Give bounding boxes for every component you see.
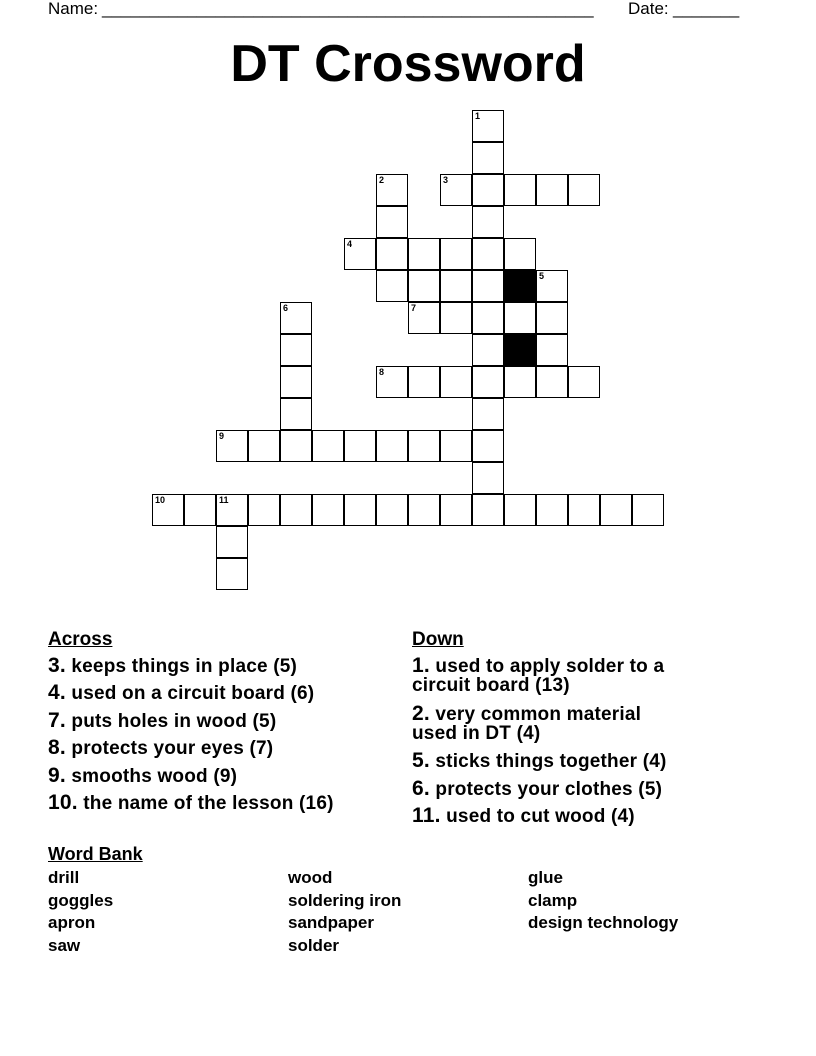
crossword-cell[interactable] (440, 238, 472, 270)
clue-number: 10. (48, 791, 78, 814)
clue-number: 5 (539, 271, 545, 281)
crossword-cell[interactable] (536, 334, 568, 366)
crossword-cell[interactable] (472, 462, 504, 494)
clue-text-continued: circuit board (13) (412, 675, 570, 696)
crossword-cell[interactable] (600, 494, 632, 526)
crossword-cell[interactable] (472, 334, 504, 366)
crossword-cell[interactable] (376, 430, 408, 462)
crossword-cell[interactable] (472, 398, 504, 430)
word-bank-heading: Word Bank (48, 844, 143, 864)
crossword-cell[interactable] (472, 142, 504, 174)
crossword-cell[interactable] (568, 174, 600, 206)
word-bank-item: drill (48, 868, 80, 887)
crossword-cell[interactable] (568, 494, 600, 526)
crossword-cell[interactable] (408, 238, 440, 270)
clue-number: 3. (48, 654, 66, 677)
crossword-cell[interactable] (376, 270, 408, 302)
crossword-cell[interactable] (216, 494, 248, 526)
crossword-cell[interactable] (408, 494, 440, 526)
clue-text: smooths wood (9) (65, 766, 238, 787)
across-clue (48, 793, 334, 814)
word-bank-item: goggles (48, 891, 114, 910)
crossword-cell[interactable] (504, 174, 536, 206)
clue-text: keeps things in place (5) (65, 656, 298, 677)
clue-text: puts holes in wood (5) (65, 711, 277, 732)
crossword-cell[interactable] (280, 398, 312, 430)
crossword-cell[interactable] (344, 430, 376, 462)
crossword-cell[interactable] (376, 206, 408, 238)
crossword-cell[interactable] (280, 494, 312, 526)
down-clue (412, 656, 732, 696)
clue-number: 7. (48, 709, 66, 732)
across-clue (48, 711, 276, 732)
clue-text: very common material (429, 704, 642, 725)
crossword-cell[interactable] (440, 366, 472, 398)
crossword-cell[interactable] (216, 430, 248, 462)
crossword-cell[interactable] (472, 206, 504, 238)
clue-number: 2 (379, 175, 385, 185)
clue-text: the name of the lesson (16) (77, 793, 334, 814)
crossword-cell[interactable] (376, 174, 408, 206)
crossword-cell[interactable] (280, 302, 312, 334)
clue-number: 10 (155, 495, 166, 505)
crossword-cell[interactable] (344, 494, 376, 526)
clue-number: 4. (48, 681, 66, 704)
word-bank-item: sandpaper (288, 913, 374, 932)
clue-number: 6. (412, 777, 430, 800)
clue-number: 2. (412, 702, 430, 725)
clue-text: sticks things together (4) (429, 751, 667, 772)
down-clue (412, 751, 732, 772)
word-bank-item: solder (288, 936, 340, 955)
crossword-cell[interactable] (536, 174, 568, 206)
clue-number: 1. (412, 654, 430, 677)
word-bank-item: wood (288, 868, 333, 887)
crossword-cell[interactable] (408, 366, 440, 398)
crossword-cell[interactable] (248, 494, 280, 526)
down-heading: Down (412, 629, 464, 650)
clue-number: 8. (48, 736, 66, 759)
crossword-cell[interactable] (280, 430, 312, 462)
crossword-cell[interactable] (568, 366, 600, 398)
clue-number: 6 (283, 303, 289, 313)
crossword-cell[interactable] (280, 366, 312, 398)
crossword-cell[interactable] (536, 494, 568, 526)
crossword-cell[interactable] (216, 526, 248, 558)
crossword-cell[interactable] (280, 334, 312, 366)
crossword-cell[interactable] (376, 494, 408, 526)
name-label: Name: (48, 0, 99, 18)
crossword-cell[interactable] (312, 430, 344, 462)
across-clue (48, 766, 237, 787)
crossword-cell[interactable] (504, 302, 536, 334)
crossword-cell[interactable] (472, 110, 504, 142)
crossword-cell[interactable] (344, 238, 376, 270)
crossword-cell[interactable] (472, 366, 504, 398)
crossword-cell[interactable] (376, 366, 408, 398)
page-title: DT Crossword (230, 35, 586, 93)
clue-number: 4 (347, 239, 353, 249)
crossword-cell[interactable] (536, 302, 568, 334)
across-clue (48, 738, 273, 759)
date-label: Date: (628, 0, 669, 18)
down-clue (412, 779, 732, 800)
down-clue (412, 704, 732, 744)
crossword-cell[interactable] (152, 494, 184, 526)
clue-number: 3 (443, 175, 449, 185)
word-bank-item: saw (48, 936, 81, 955)
crossword-cell[interactable] (216, 558, 248, 590)
crossword-cell[interactable] (504, 366, 536, 398)
crossword-cell[interactable] (248, 430, 280, 462)
blocked-cell (504, 334, 536, 366)
across-heading: Across (48, 629, 113, 650)
clue-number: 7 (411, 303, 417, 313)
across-clue (48, 656, 297, 677)
word-bank-item: soldering iron (288, 891, 402, 910)
crossword-cell[interactable] (408, 302, 440, 334)
crossword-cell[interactable] (440, 494, 472, 526)
clue-number: 11. (412, 804, 441, 827)
clue-number: 5. (412, 749, 430, 772)
crossword-cell[interactable] (440, 430, 472, 462)
crossword-cell[interactable] (504, 494, 536, 526)
crossword-cell[interactable] (184, 494, 216, 526)
crossword-cell[interactable] (536, 270, 568, 302)
crossword-cell[interactable] (440, 302, 472, 334)
clue-text-continued: used in DT (4) (412, 723, 541, 744)
crossword-cell[interactable] (408, 270, 440, 302)
clue-text: used on a circuit board (6) (65, 683, 315, 704)
clue-number: 11 (219, 495, 229, 505)
blocked-cell (504, 270, 536, 302)
word-bank-item: glue (528, 868, 563, 887)
crossword-cell[interactable] (472, 430, 504, 462)
name-blank[interactable]: ____________________________________________________ (102, 0, 594, 18)
crossword-cell[interactable] (472, 302, 504, 334)
clue-number: 9. (48, 764, 66, 787)
crossword-cell[interactable] (440, 270, 472, 302)
word-bank-item: design technology (528, 913, 679, 932)
crossword-cell[interactable] (408, 430, 440, 462)
crossword-cell[interactable] (472, 270, 504, 302)
crossword-cell[interactable] (504, 238, 536, 270)
crossword-cell[interactable] (472, 494, 504, 526)
across-clue (48, 683, 314, 704)
word-bank-item: apron (48, 913, 96, 932)
crossword-cell[interactable] (536, 366, 568, 398)
clue-number: 9 (219, 431, 225, 441)
crossword-cell[interactable] (472, 174, 504, 206)
word-bank-item: clamp (528, 891, 578, 910)
crossword-cell[interactable] (312, 494, 344, 526)
crossword-cell[interactable] (472, 238, 504, 270)
clue-number: 8 (379, 367, 385, 377)
clue-text: used to cut wood (4) (440, 806, 635, 827)
down-clue (412, 806, 732, 827)
clue-text: used to apply solder to a (429, 656, 665, 677)
crossword-cell[interactable] (376, 238, 408, 270)
date-blank[interactable]: _______ (673, 0, 740, 18)
clue-text: protects your eyes (7) (65, 738, 274, 759)
clue-text: protects your clothes (5) (429, 779, 663, 800)
clue-number: 1 (475, 111, 481, 121)
crossword-cell[interactable] (440, 174, 472, 206)
crossword-cell[interactable] (632, 494, 664, 526)
